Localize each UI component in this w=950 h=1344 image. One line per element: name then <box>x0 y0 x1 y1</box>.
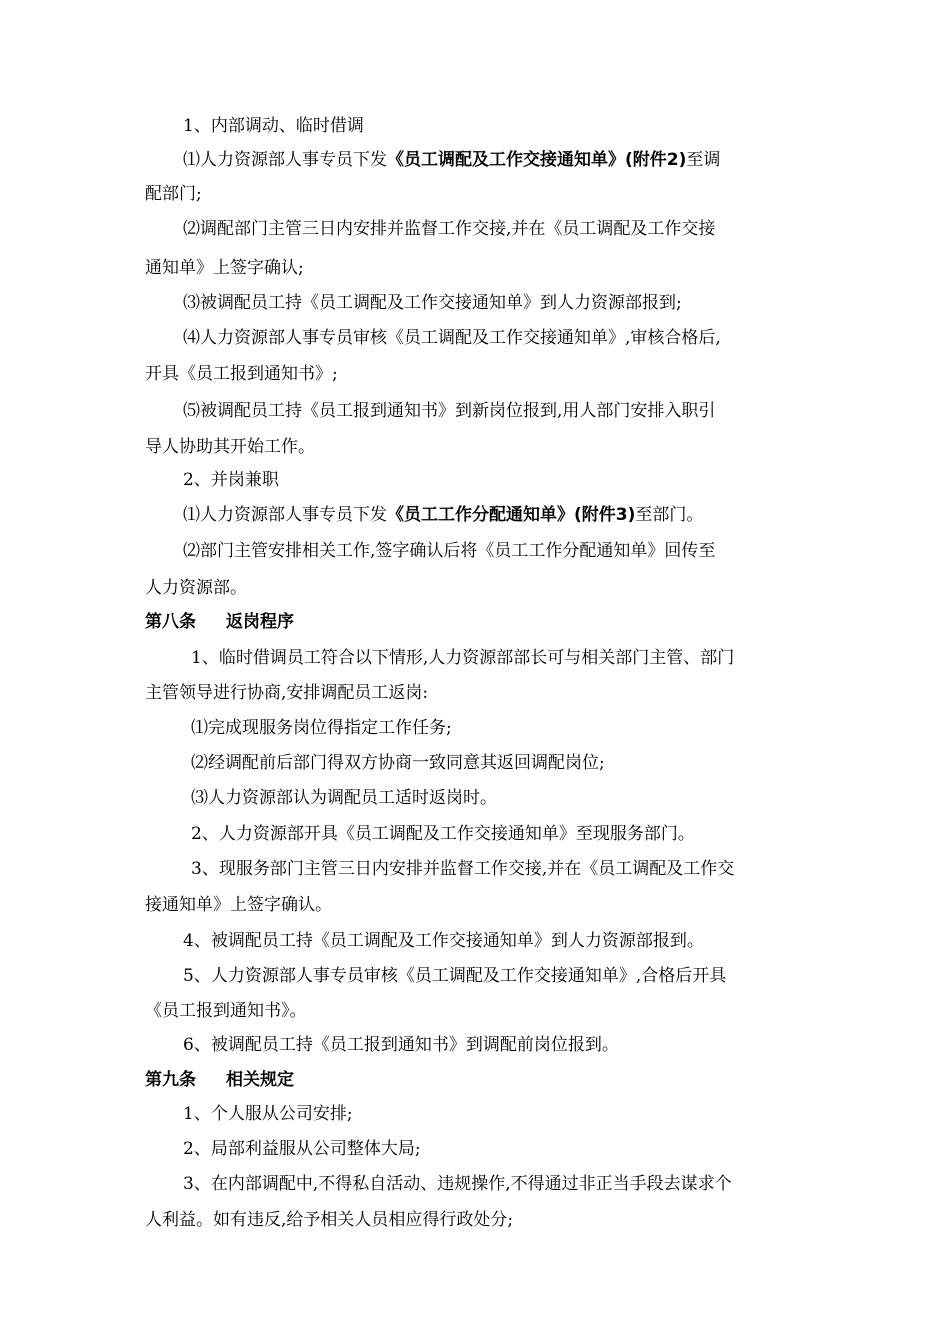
paragraph-line: ⑶人力资源部认为调配员工适时返岗时。 <box>191 788 497 808</box>
paragraph-line: 1、个人服从公司安排; <box>183 1104 353 1124</box>
paragraph-line: ⑸被调配员工持《员工报到通知书》到新岗位报到,用人部门安排入职引 <box>183 401 716 421</box>
paragraph-line: 配部门; <box>145 184 202 204</box>
paragraph-line: ⑶被调配员工持《员工调配及工作交接通知单》到人力资源部报到; <box>183 293 682 313</box>
paragraph-line: 接通知单》上签字确认。 <box>145 895 332 915</box>
paragraph-line: 导人协助其开始工作。 <box>145 437 315 457</box>
paragraph-line: ⑵调配部门主管三日内安排并监督工作交接,并在《员工调配及工作交接 <box>183 219 716 239</box>
paragraph-line: 开具《员工报到通知书》; <box>145 364 338 384</box>
paragraph-line: 2、人力资源部开具《员工调配及工作交接通知单》至现服务部门。 <box>191 824 695 844</box>
subsection-title: 1、内部调动、临时借调 <box>183 116 364 136</box>
article-heading: 第九条 相关规定 <box>145 1070 294 1090</box>
paragraph-line: ⑵部门主管安排相关工作,签字确认后将《员工工作分配通知单》回传至 <box>183 541 716 561</box>
form-reference: 《员工调配及工作交接通知单》(附件2) <box>387 150 687 170</box>
subsection-title: 2、并岗兼职 <box>183 470 279 490</box>
paragraph-line: 3、现服务部门主管三日内安排并监督工作交接,并在《员工调配及工作交 <box>191 859 735 879</box>
article-heading: 第八条 返岗程序 <box>145 612 294 632</box>
paragraph-line: 3、在内部调配中,不得私自活动、违规操作,不得通过非正当手段去谋求个 <box>183 1174 732 1194</box>
paragraph-line: 人利益。如有违反,给予相关人员相应得行政处分; <box>145 1210 514 1230</box>
paragraph-line: 5、人力资源部人事专员审核《员工调配及工作交接通知单》,合格后开具 <box>183 966 727 986</box>
paragraph-line: 1、临时借调员工符合以下情形,人力资源部部长可与相关部门主管、部门 <box>191 648 735 668</box>
paragraph-line: ⑵经调配前后部门得双方协商一致同意其返回调配岗位; <box>191 753 605 773</box>
paragraph-line: 人力资源部。 <box>145 578 247 598</box>
paragraph-line: 6、被调配员工持《员工报到通知书》到调配前岗位报到。 <box>183 1035 619 1055</box>
paragraph-line: 通知单》上签字确认; <box>145 258 304 278</box>
paragraph-line: ⑴人力资源部人事专员下发《员工工作分配通知单》(附件3)至部门。 <box>183 505 704 525</box>
paragraph-line: ⑴人力资源部人事专员下发《员工调配及工作交接通知单》(附件2)至调 <box>183 150 721 170</box>
paragraph-line: ⑴完成现服务岗位得指定工作任务; <box>191 718 452 738</box>
paragraph-line: 2、局部利益服从公司整体大局; <box>183 1139 421 1159</box>
form-reference: 《员工工作分配通知单》(附件3) <box>387 505 636 525</box>
paragraph-line: 《员工报到通知书》。 <box>145 1001 307 1021</box>
paragraph-line: 4、被调配员工持《员工调配及工作交接通知单》到人力资源部报到。 <box>183 931 704 951</box>
paragraph-line: ⑷人力资源部人事专员审核《员工调配及工作交接通知单》,审核合格后, <box>183 328 721 348</box>
paragraph-line: 主管领导进行协商,安排调配员工返岗: <box>145 683 429 703</box>
